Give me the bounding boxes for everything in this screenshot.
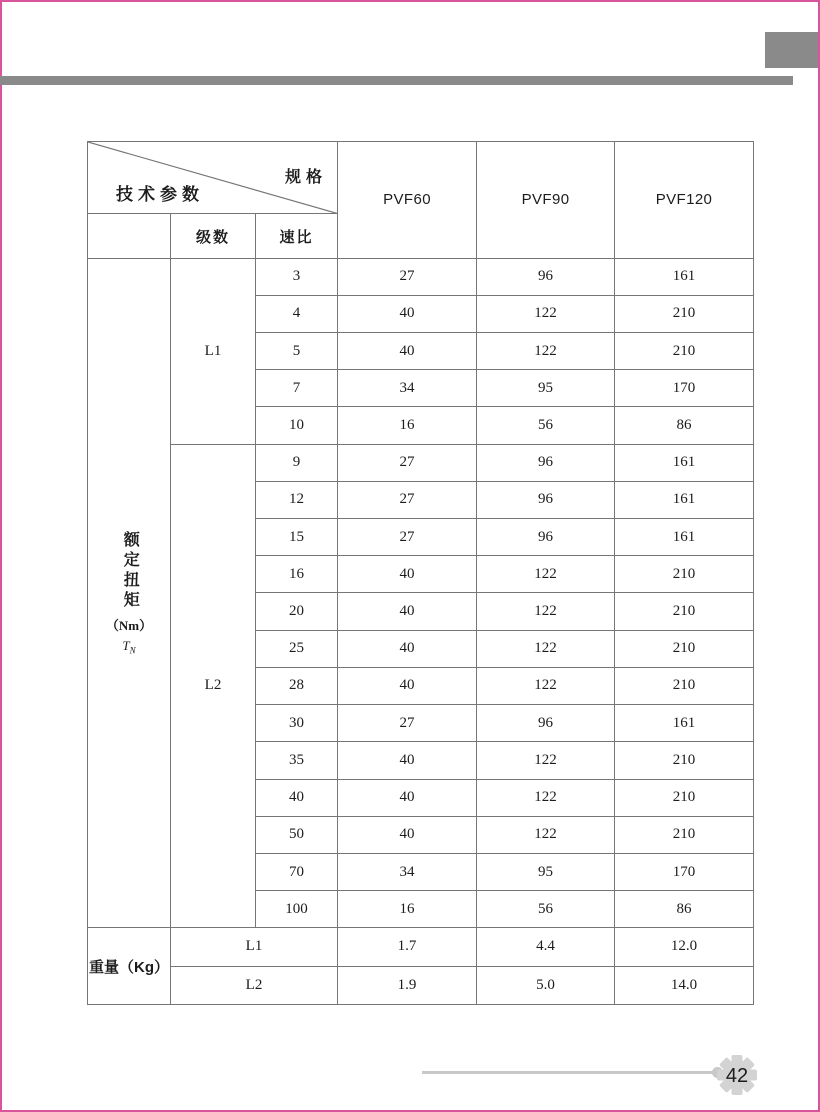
- value-cell: 122: [477, 556, 615, 593]
- spec-label: 规格: [285, 169, 328, 186]
- value-cell: 210: [615, 742, 754, 779]
- value-cell: 40: [338, 816, 477, 853]
- gear-icon: [715, 1053, 759, 1097]
- weight-value-cell: 14.0: [615, 966, 754, 1004]
- ratio-cell: 4: [256, 295, 338, 332]
- value-cell: 122: [477, 667, 615, 704]
- page-number-badge: [715, 1053, 759, 1102]
- value-cell: 122: [477, 295, 615, 332]
- value-cell: 122: [477, 630, 615, 667]
- value-cell: 122: [477, 779, 615, 816]
- value-cell: 40: [338, 333, 477, 370]
- ratio-cell: 25: [256, 630, 338, 667]
- header-accent-block: [765, 32, 818, 68]
- value-cell: 170: [615, 853, 754, 890]
- value-cell: 210: [615, 630, 754, 667]
- value-cell: 210: [615, 593, 754, 630]
- value-cell: 86: [615, 891, 754, 928]
- value-cell: 122: [477, 816, 615, 853]
- table-header-row: [88, 142, 754, 214]
- ratio-cell: 16: [256, 556, 338, 593]
- value-cell: 122: [477, 742, 615, 779]
- group-cell-l1: L1: [171, 258, 256, 444]
- value-cell: 210: [615, 333, 754, 370]
- value-cell: 96: [477, 519, 615, 556]
- group-cell-l2: L2: [171, 444, 256, 928]
- value-cell: 95: [477, 853, 615, 890]
- value-cell: 40: [338, 593, 477, 630]
- weight-row: [88, 928, 754, 966]
- ratio-cell: 30: [256, 705, 338, 742]
- value-cell: 161: [615, 519, 754, 556]
- ratio-cell: 50: [256, 816, 338, 853]
- ratio-cell: 7: [256, 370, 338, 407]
- value-cell: 40: [338, 667, 477, 704]
- ratio-cell: 100: [256, 891, 338, 928]
- ratio-cell: 40: [256, 779, 338, 816]
- ratio-cell: 10: [256, 407, 338, 444]
- weight-label-cell: 重量（Kg）: [88, 928, 171, 1005]
- value-cell: 96: [477, 444, 615, 481]
- value-cell: 27: [338, 519, 477, 556]
- torque-symbol: $T_N$: [122, 637, 136, 656]
- value-cell: 210: [615, 295, 754, 332]
- value-cell: 40: [338, 556, 477, 593]
- value-cell: 56: [477, 407, 615, 444]
- value-cell: 34: [338, 853, 477, 890]
- header-rule: [0, 76, 793, 85]
- value-cell: 170: [615, 370, 754, 407]
- weight-value-cell: 4.4: [477, 928, 615, 966]
- col-header-pvf90: PVF90: [477, 142, 615, 259]
- empty-corner-cell: [88, 214, 171, 258]
- value-cell: 161: [615, 258, 754, 295]
- weight-value-cell: 12.0: [615, 928, 754, 966]
- value-cell: 56: [477, 891, 615, 928]
- value-cell: 96: [477, 705, 615, 742]
- ratio-cell: 70: [256, 853, 338, 890]
- value-cell: 95: [477, 370, 615, 407]
- value-cell: 27: [338, 705, 477, 742]
- value-cell: 210: [615, 816, 754, 853]
- value-cell: 86: [615, 407, 754, 444]
- value-cell: 40: [338, 295, 477, 332]
- value-cell: 16: [338, 407, 477, 444]
- col-header-pvf120: PVF120: [615, 142, 754, 259]
- value-cell: 210: [615, 667, 754, 704]
- weight-stage-cell: L2: [171, 966, 338, 1004]
- value-cell: 40: [338, 779, 477, 816]
- torque-name: 额定扭矩: [121, 530, 139, 611]
- value-cell: 40: [338, 630, 477, 667]
- torque-unit: （Nm）: [105, 617, 153, 633]
- value-cell: 122: [477, 333, 615, 370]
- table-row: [88, 258, 754, 295]
- value-cell: 16: [338, 891, 477, 928]
- value-cell: 210: [615, 556, 754, 593]
- value-cell: 96: [477, 481, 615, 518]
- ratio-cell: 3: [256, 258, 338, 295]
- weight-value-cell: 1.9: [338, 966, 477, 1004]
- value-cell: 27: [338, 481, 477, 518]
- value-cell: 27: [338, 444, 477, 481]
- value-cell: 161: [615, 705, 754, 742]
- subheader-ratio: 速比: [256, 214, 338, 258]
- ratio-cell: 9: [256, 444, 338, 481]
- col-header-pvf60: PVF60: [338, 142, 477, 259]
- value-cell: 210: [615, 779, 754, 816]
- ratio-cell: 15: [256, 519, 338, 556]
- param-label: 技术参数: [116, 185, 204, 204]
- value-cell: 40: [338, 742, 477, 779]
- ratio-cell: 20: [256, 593, 338, 630]
- footer-rule: [422, 1071, 715, 1074]
- weight-row: [88, 966, 754, 1004]
- specifications-table: [87, 141, 754, 1005]
- ratio-cell: 35: [256, 742, 338, 779]
- value-cell: 161: [615, 444, 754, 481]
- weight-stage-cell: L1: [171, 928, 338, 966]
- value-cell: 161: [615, 481, 754, 518]
- value-cell: 27: [338, 258, 477, 295]
- torque-label-cell: [88, 258, 171, 928]
- weight-value-cell: 5.0: [477, 966, 615, 1004]
- weight-value-cell: 1.7: [338, 928, 477, 966]
- ratio-cell: 12: [256, 481, 338, 518]
- ratio-cell: 5: [256, 333, 338, 370]
- table-row: [88, 444, 754, 481]
- subheader-stages: 级数: [171, 214, 256, 258]
- value-cell: 96: [477, 258, 615, 295]
- value-cell: 34: [338, 370, 477, 407]
- page-number: 42: [725, 1065, 749, 1087]
- ratio-cell: 28: [256, 667, 338, 704]
- value-cell: 122: [477, 593, 615, 630]
- diagonal-header-cell: [88, 142, 338, 214]
